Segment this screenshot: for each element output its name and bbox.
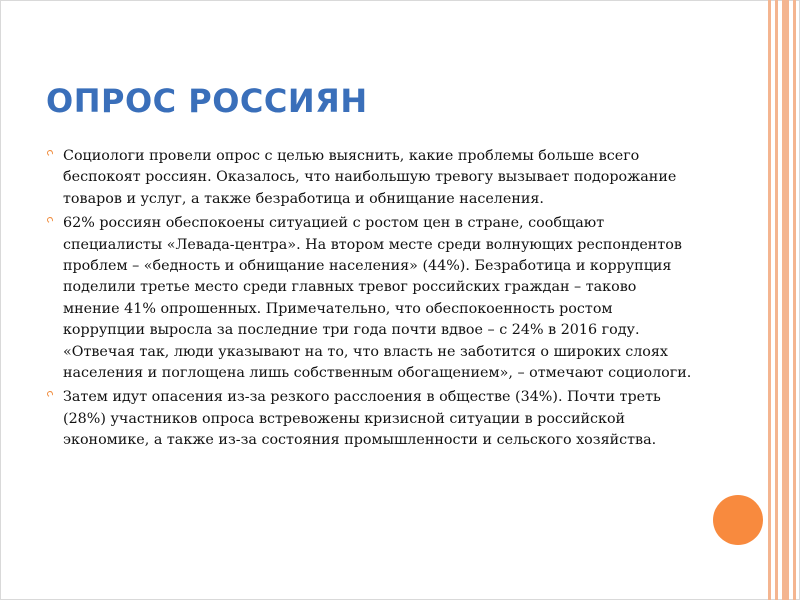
stripe bbox=[782, 0, 789, 600]
stripe bbox=[793, 0, 796, 600]
bullet-list bbox=[46, 146, 696, 455]
stripe bbox=[768, 0, 771, 600]
decorative-stripes bbox=[766, 0, 800, 600]
slide-title: ОПРОС РОССИЯН bbox=[46, 82, 368, 120]
stripe bbox=[775, 0, 778, 600]
bullet-icon bbox=[46, 216, 54, 224]
decorative-circle bbox=[713, 495, 763, 545]
bullet-text: Социологи провели опрос с целью выяснить, какие проблемы больше всего беспокоят россиян. Оказалось, что наибольшую тревогу вызывает подорожание товаров и услуг, а также безработица и обнищание населения. bbox=[63, 148, 677, 207]
bullet-text: 62% россиян обеспокоены ситуацией с ростом цен в стране, сообщают специалисты «Левада-центра». На втором месте среди волнующих респондентов проблем – «бедность и обнищание населения» (44%). Безработица и коррупция поделили третье место среди главных тревог российских граждан – таково мнение 41% опрошенных. Примечательно, что обеспокоенность ростом коррупции выросла за последние три года почти вдвое – с 24% в 2016 году. «Отвечая так, люди указывают на то, что власть не заботится о широких слоях населения и поглощена лишь собственным обогащением», – отмечают социологи. bbox=[63, 215, 692, 382]
bullet-item bbox=[46, 213, 696, 384]
bullet-item bbox=[46, 146, 696, 210]
bullet-text: Затем идут опасения из-за резкого расслоения в обществе (34%). Почти треть (28%) участников опроса встревожены кризисной ситуации в российской экономике, а также из-за состояния промышленности и сельского хозяйства. bbox=[63, 389, 661, 449]
bullet-item bbox=[46, 387, 696, 451]
bullet-icon bbox=[46, 149, 54, 157]
bullet-icon bbox=[46, 391, 54, 399]
